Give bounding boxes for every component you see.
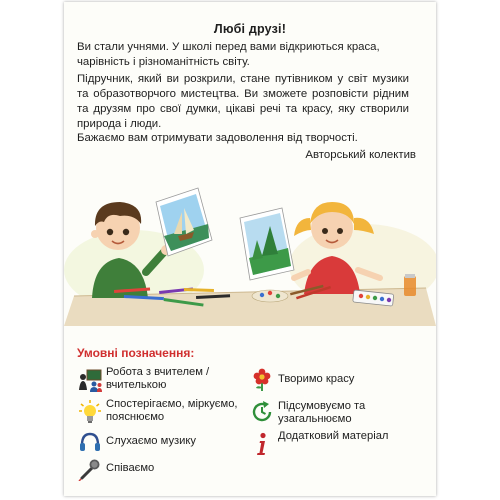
legend-label-extra: Додатковий матеріал (278, 430, 389, 442)
children-painting-illustration (64, 178, 436, 326)
light-bulb-icon (78, 400, 102, 424)
summary-arrow-icon (250, 400, 274, 424)
flower-icon (250, 368, 274, 392)
legend-label-listen: Слухаємо музику (106, 435, 197, 447)
legend-label-create: Творимо красу (278, 373, 355, 385)
intro-paragraph-2: Підручник, який ви розкрили, стане путівником у світ музики та образотворчого мистецтва. Ви зможете розповісти рідним та друзям про свої думки, цікаві речі та красу, яку створили природа і люди. (77, 73, 409, 130)
forest-painting (240, 208, 294, 280)
signature: Авторський колектив (305, 149, 416, 161)
microphone-icon (78, 457, 102, 481)
textbook-page (64, 2, 436, 496)
legend-label-teacher: Робота з вчителем / вчителькою (106, 366, 210, 391)
legend-label-sing: Співаємо (106, 462, 155, 474)
intro-paragraph-1: Ви стали учнями. У школі перед вами відкриються краса, чарівність і різноманітність світу. (77, 41, 380, 68)
legend-label-observe: Спостерігаємо, міркуємо, пояснюємо (106, 398, 238, 423)
intro-paragraph-3: Бажаємо вам отримувати задоволення від творчості. (77, 132, 358, 144)
page-title: Любі друзі! (213, 22, 287, 36)
legend-title: Умовні позначення: (77, 346, 195, 360)
info-i-icon (250, 432, 274, 456)
legend-label-summarize: Підсумовуємо та узагальнюємо (278, 400, 366, 425)
headphones-icon (78, 430, 102, 454)
teacher-board-icon (78, 368, 102, 392)
